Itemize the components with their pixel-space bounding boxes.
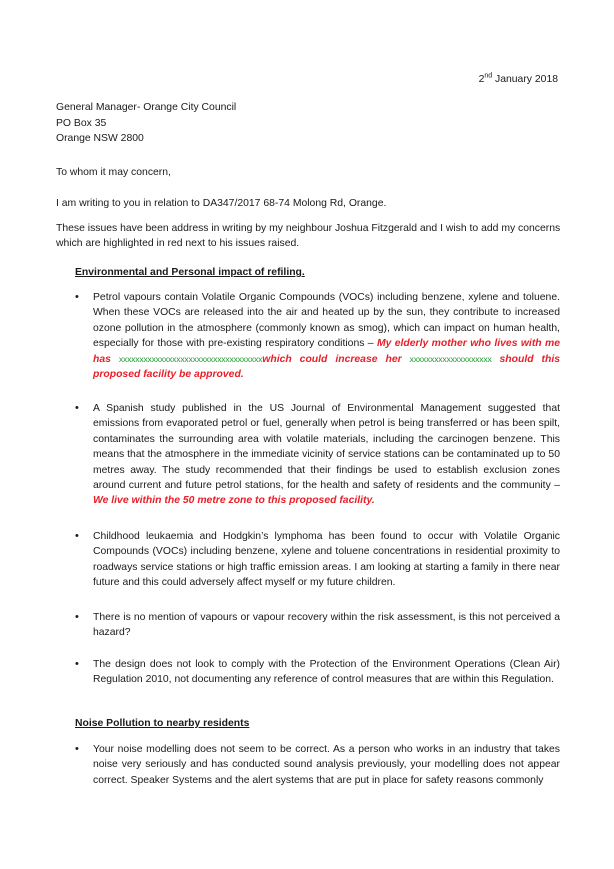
bullet-icon: • (75, 743, 79, 755)
highlight-red: We live within the 50 metre zone to this proposed facility. (93, 495, 375, 507)
bullet-text: The design does not look to comply with the Protection of the Environment Operations (Clean Air) Regulation 2010, not documenting any reference of control measures that are within this Regulation. (93, 659, 560, 686)
highlight-red: should this proposed facility be approved. (93, 353, 561, 381)
bullet-icon: • (75, 291, 79, 303)
bullet-text: Petrol vapours contain Volatile Organic Compounds (VOCs) including benzene, xylene and toluene. When these VOCs are released into the air and heated up by the sun, they contribute to increased ozone pollution in the atmosphere (commonly known as smog), which can impact on human health, especially for those with pre-existing respiratory conditions – (93, 292, 560, 350)
highlight-red: which could increase her (262, 353, 402, 365)
bullet-icon: • (75, 658, 79, 670)
letter-date: 2nd January 2018 (478, 72, 558, 85)
address-line: PO Box 35 (56, 117, 107, 129)
recipient-address (56, 100, 559, 147)
list-item (75, 529, 560, 591)
bullet-text: A Spanish study published in the US Journal of Environmental Management suggested that emissions from evaporated petrol or fuel, generally when petrol is being transferred or has been spilt, contaminates the surrounding area with volatile materials, including the carcinogen benzene. This means that the atmosphere in the immediate vicinity of service stations can be contaminated up to 50 metres away. The study recommended that their findings be used to establish exclusion zones around current and future petrol stations, for the health and safety of residents and the community – (93, 403, 560, 492)
address-line: Orange NSW 2800 (56, 133, 144, 145)
list-item (75, 401, 560, 509)
section-heading-environmental: Environmental and Personal impact of refiling. (75, 267, 305, 278)
list-item (75, 742, 560, 788)
redacted-text: xxxxxxxxxxxxxxxxxxxxxxxxxxxxxxxxxxx (118, 353, 263, 364)
bullet-text: Childhood leukaemia and Hodgkin’s lymphoma has been found to occur with Volatile Organic Compounds (VOCs) including benzene, xylene and toluene concentrations in residential proximity to roadways service stations or high traffic emission areas. I am looking at starting a family in there near future and this could adversely affect myself or my future children. (93, 531, 560, 589)
bullet-icon: • (75, 530, 79, 542)
address-line: General Manager- Orange City Council (56, 102, 237, 113)
intro-paragraph: I am writing to you in relation to DA347/2017 68-74 Molong Rd, Orange. (56, 198, 387, 209)
redacted-text: xxxxxxxxxxxxxxxxxxxx (409, 353, 492, 364)
section-heading-noise: Noise Pollution to nearby residents (75, 718, 250, 729)
bullet-icon: • (75, 402, 79, 414)
bullet-icon: • (75, 611, 79, 623)
salutation: To whom it may concern, (56, 167, 171, 178)
list-item (75, 657, 560, 688)
list-item (75, 290, 560, 382)
list-item (75, 610, 560, 641)
intro-paragraph-2: These issues have been address in writing by my neighbour Joshua Fitzgerald and I wish to add my concerns which are highlighted in red next to his issues raised. (56, 223, 561, 250)
highlight-red: My elderly mother who lives with me has (93, 338, 561, 365)
bullet-text: There is no mention of vapours or vapour recovery within the risk assessment, is this not perceived a hazard? (93, 612, 560, 639)
bullet-text: Your noise modelling does not seem to be correct. As a person who works in an industry that takes noise very seriously and has conducted sound analysis previously, your modelling does not appear correct. Speaker Systems and the alert systems that are put in place for safety reasons commonly (93, 744, 560, 786)
